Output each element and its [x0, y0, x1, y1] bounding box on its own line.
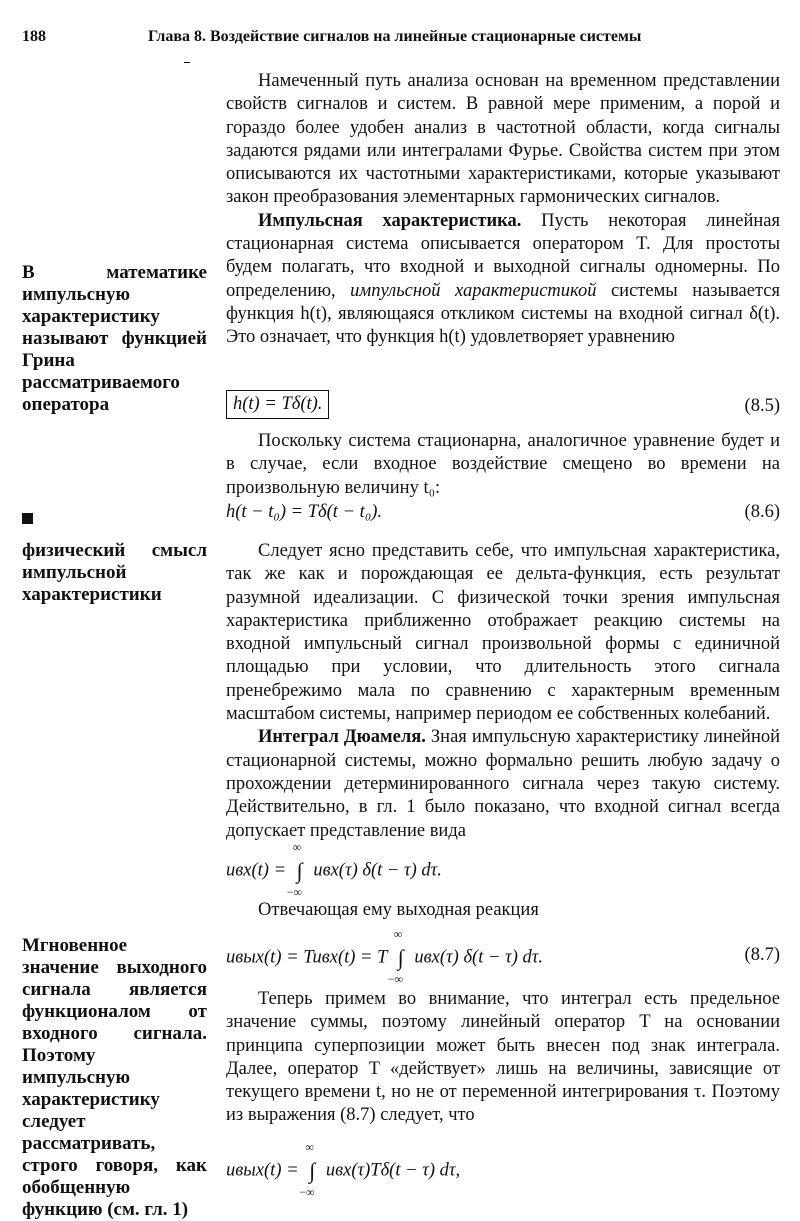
heading-impulse-response: Импульсная характеристика.: [258, 210, 522, 231]
main-text-block-3: [226, 540, 780, 843]
paragraph-text: системы называется функция h(t), являющаяся откликом системы на входной сигнал δ(t). Это означает, что функция h(t) удовлетворяет уравнению: [226, 280, 780, 348]
equation-8-7: [226, 927, 780, 986]
equation-body: h(t − t₀) = Tδ(t − t₀).: [226, 502, 383, 522]
paragraph-superposition: Теперь примем во внимание, что интеграл есть предельное значение суммы, поэтому линейный оператор T на основании принципа суперпозиции может быть внесен под знак интеграла. Далее, оператор T «действует» лишь на величины, зависящие от текущего времени t, но не от переменной интегрирования τ. Поэтому из выражения (8.7) следует, что: [226, 989, 780, 1126]
page-number: 188: [22, 28, 46, 45]
equation-output: [226, 1140, 780, 1199]
equation-number: (8.6): [744, 502, 780, 522]
sidebar-note-functional: Мгновенное значение выходного сигнала является функционалом от входного сигнала. Поэтому импульсную характеристику следует рассматривать, строго говоря, как обобщенную функцию (см. гл. 1): [22, 935, 207, 1220]
equation-lhs: uвх(t) =: [226, 860, 287, 881]
integral-lower-limit: −∞: [387, 972, 404, 986]
sidebar-marker: [22, 508, 207, 530]
emphasis-term: импульсной характеристикой: [350, 280, 597, 301]
paragraph-stationary: Поскольку система стационарна, аналогичное уравнение будет и в случае, если входное воздействие смещено во времени на произвольную величину t₀:: [226, 431, 780, 498]
integral-lower-limit: −∞: [299, 1185, 315, 1199]
integral-sign: [286, 840, 309, 899]
paragraph-idealization: Следует ясно представить себе, что импульсная характеристика, так же как и порождающая ее дельта-функция, есть результат разумной идеализации. С физической точки зрения импульсная характеристика приближенно отображает реакцию системы на входной импульсный сигнал произвольной формы с единичной площадью при условии, что длительность этого сигнала пренебрежимо мала по сравнению с характерным временным масштабом системы, например периодом ее собственных колебаний.: [226, 541, 780, 725]
main-text-block-4: [226, 988, 780, 1128]
paragraph-text: Зная импульсную характеристику линейной стационарной системы, можно формально решить любую задачу о прохождении детерминированного сигнала через такую систему. Действительно, в гл. 1 было показано, что входной сигнал всегда допускает представление вида: [226, 727, 781, 841]
integral-lower-limit: −∞: [286, 885, 303, 899]
chapter-title: Глава 8. Воздействие сигналов на линейные стационарные системы: [148, 28, 642, 45]
paragraph-text: Пусть некоторая линейная стационарная система описывается оператором T. Для простоты будем полагать, что входной и выходной сигналы одномерны. По определению,: [226, 210, 780, 301]
integral-symbol: ∫: [309, 1158, 316, 1183]
paragraph-impulse-response: [226, 210, 780, 350]
equation-rhs: uвх(τ)Tδ(t − τ) dτ,: [325, 1160, 461, 1181]
page-header: [22, 28, 778, 54]
integral-upper-limit: ∞: [305, 1140, 314, 1154]
equation-lhs: uвых(t) =: [226, 1160, 299, 1181]
main-text-block-1: [226, 70, 780, 350]
equation-8-6: [226, 502, 780, 534]
equation-lhs: uвых(t) = Tuвх(t) = T: [226, 947, 388, 968]
integral-symbol: ∫: [296, 858, 303, 883]
margin-dash: [184, 62, 190, 63]
sidebar-note-green-function: В математике импульсную характеристику называют функцией Грина рассматриваемого оператора: [22, 262, 207, 415]
boxed-equation: h(t) = Tδ(t).: [226, 390, 329, 419]
integral-sign: [299, 1140, 321, 1199]
integral-sign: [387, 927, 410, 986]
integral-symbol: ∫: [397, 945, 404, 970]
equation-input-representation: [226, 840, 780, 899]
equation-rhs: uвх(τ) δ(t − τ) dτ.: [414, 947, 543, 968]
equation-8-5: [226, 390, 780, 422]
paragraph-intro: Намеченный путь анализа основан на временном представлении свойств сигналов и систем. В равной мере применим, а порой и гораздо более удобен анализ в частотной области, когда сигналы задаются рядами или интегралами Фурье. Свойства систем при этом описываются их частотными характеристиками, которые указывают закон преобразования элементарных гармонических сигналов.: [226, 71, 780, 208]
equation-number: (8.7): [744, 945, 780, 965]
integral-upper-limit: ∞: [292, 840, 302, 854]
paragraph-duhamel: [226, 726, 780, 842]
equation-number: (8.5): [744, 396, 780, 416]
paragraph-output-reaction: Отвечающая ему выходная реакция: [258, 900, 539, 920]
main-text-block-2: [226, 430, 780, 500]
heading-duhamel-integral: Интеграл Дюамеля.: [258, 727, 426, 748]
square-bullet-icon: [22, 513, 33, 524]
equation-rhs: uвх(τ) δ(t − τ) dτ.: [313, 860, 442, 881]
sidebar-note-physical-meaning: физический смысл импульсной характеристики: [22, 540, 207, 605]
integral-upper-limit: ∞: [393, 927, 403, 941]
